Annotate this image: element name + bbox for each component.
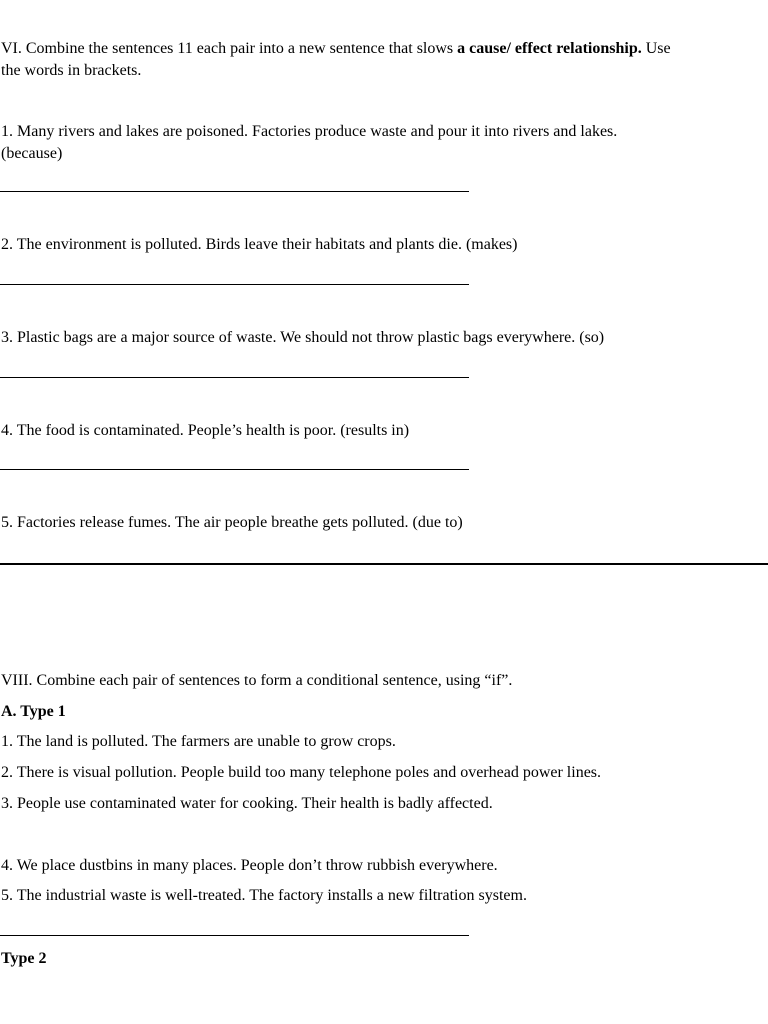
section8-item-4: 4. We place dustbins in many places. People don’t throw rubbish everywhere. <box>1 857 498 874</box>
answer-line <box>0 191 469 192</box>
section6-item-5: 5. Factories release fumes. The air people breathe gets polluted. (due to) <box>1 514 463 531</box>
section6-item-2: 2. The environment is polluted. Birds leave their habitats and plants die. (makes) <box>1 236 518 253</box>
answer-line <box>0 469 469 470</box>
section8-instruction: VIII. Combine each pair of sentences to form a conditional sentence, using “if”. <box>1 672 513 689</box>
answer-line <box>0 377 469 378</box>
section6-instruction-text: VI. Combine the sentences 11 each pair into a new sentence that slows <box>1 40 458 57</box>
section6-instruction-tail: Use <box>641 40 671 57</box>
answer-line <box>0 284 469 285</box>
type1-heading: A. Type 1 <box>1 703 66 720</box>
section8-item-2: 2. There is visual pollution. People build too many telephone poles and overhead power lines. <box>1 764 602 781</box>
section6-item-3: 3. Plastic bags are a major source of waste. We should not throw plastic bags everywhere. (so) <box>1 329 605 346</box>
section6-instruction-emphasis: a cause/ effect relationship. <box>457 40 642 57</box>
answer-line <box>0 935 469 936</box>
section8-item-1: 1. The land is polluted. The farmers are unable to grow crops. <box>1 733 396 750</box>
section6-item-1-hint: (because) <box>1 145 63 162</box>
section6-instruction-line2: the words in brackets. <box>1 62 142 79</box>
section8-item-5: 5. The industrial waste is well-treated. The factory installs a new filtration system. <box>1 887 527 904</box>
section-divider <box>0 563 768 565</box>
section6-instruction <box>1 39 671 59</box>
type2-heading: Type 2 <box>1 950 47 967</box>
section6-item-1: 1. Many rivers and lakes are poisoned. Factories produce waste and pour it into rivers and lakes. <box>1 123 618 140</box>
section8-item-3: 3. People use contaminated water for cooking. Their health is badly affected. <box>1 795 493 812</box>
section6-item-4: 4. The food is contaminated. People’s health is poor. (results in) <box>1 422 410 439</box>
